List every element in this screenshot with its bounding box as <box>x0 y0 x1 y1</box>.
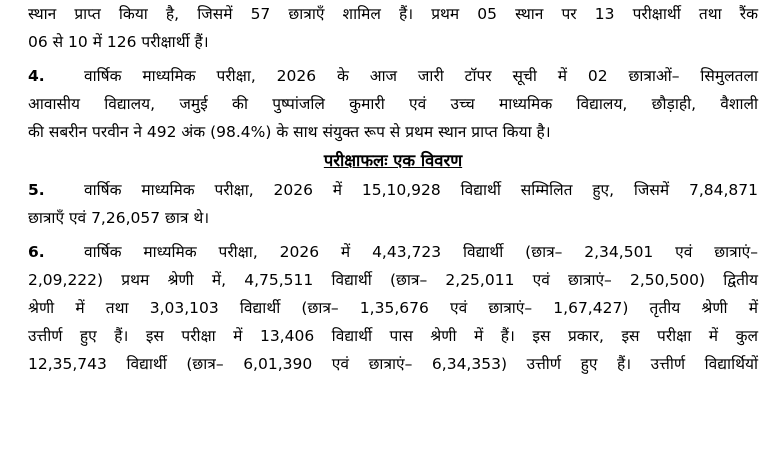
text-line: आवासीय विद्यालय, जमुई की पुष्पांजलि कुमारी एवं उच्च माध्यमिक विद्यालय, छौड़ाही, वैशाली <box>28 95 758 113</box>
paragraph-6 <box>28 238 758 378</box>
text-span: वार्षिक माध्यमिक परीक्षा, 2026 के आज जारी टॉपर सूची में 02 छात्राओं– सिमुलतला <box>84 67 758 85</box>
text-line: छात्राएँ एवं 7,26,057 छात्र थे। <box>28 209 210 227</box>
text-line: श्रेणी में तथा 3,03,103 विद्यार्थी (छात्र– 1,35,676 एवं छात्राएं– 1,67,427) तृतीय श्रेणी में <box>28 299 758 317</box>
text-line <box>28 238 758 266</box>
text-line <box>28 176 758 204</box>
paragraph-3-continuation <box>28 0 758 56</box>
paragraph-5 <box>28 176 758 232</box>
section-heading: परीक्षाफलः एक विवरण <box>323 151 463 170</box>
text-line <box>28 62 758 90</box>
text-line: 2,09,222) प्रथम श्रेणी में, 4,75,511 विद्यार्थी (छात्र– 2,25,011 एवं छात्राएं– 2,50,500) द्वितीय <box>28 271 758 289</box>
text-line: 12,35,743 विद्यार्थी (छात्र– 6,01,390 एवं छात्राएं– 6,34,353) उत्तीर्ण हुए हैं। उत्तीर्ण विद्यार्थियों <box>28 355 758 373</box>
paragraph-number: 4. <box>28 67 45 85</box>
text-span: वार्षिक माध्यमिक परीक्षा, 2026 में 4,43,723 विद्यार्थी (छात्र– 2,34,501 एवं छात्राएं– <box>84 243 758 261</box>
paragraph-number: 5. <box>28 181 45 199</box>
text-line: 06 से 10 में 126 परीक्षार्थी हैं। <box>28 33 209 51</box>
paragraph-4 <box>28 62 758 146</box>
text-line: उत्तीर्ण हुए हैं। इस परीक्षा में 13,406 विद्यार्थी पास श्रेणी में हैं। इस प्रकार, इस परीक्षा में कुल <box>28 327 758 345</box>
text-span: वार्षिक माध्यमिक परीक्षा, 2026 में 15,10,928 विद्यार्थी सम्मिलित हुए, जिसमें 7,84,871 <box>84 181 758 199</box>
text-line: की सबरीन परवीन ने 492 अंक (98.4%) के साथ संयुक्त रूप से प्रथम स्थान प्राप्त किया है। <box>28 123 551 141</box>
paragraph-number: 6. <box>28 243 45 261</box>
text-line: स्थान प्राप्त किया है, जिसमें 57 छात्राएँ शामिल हैं। प्रथम 05 स्थान पर 13 परीक्षार्थी तथा रैंक <box>28 5 758 23</box>
